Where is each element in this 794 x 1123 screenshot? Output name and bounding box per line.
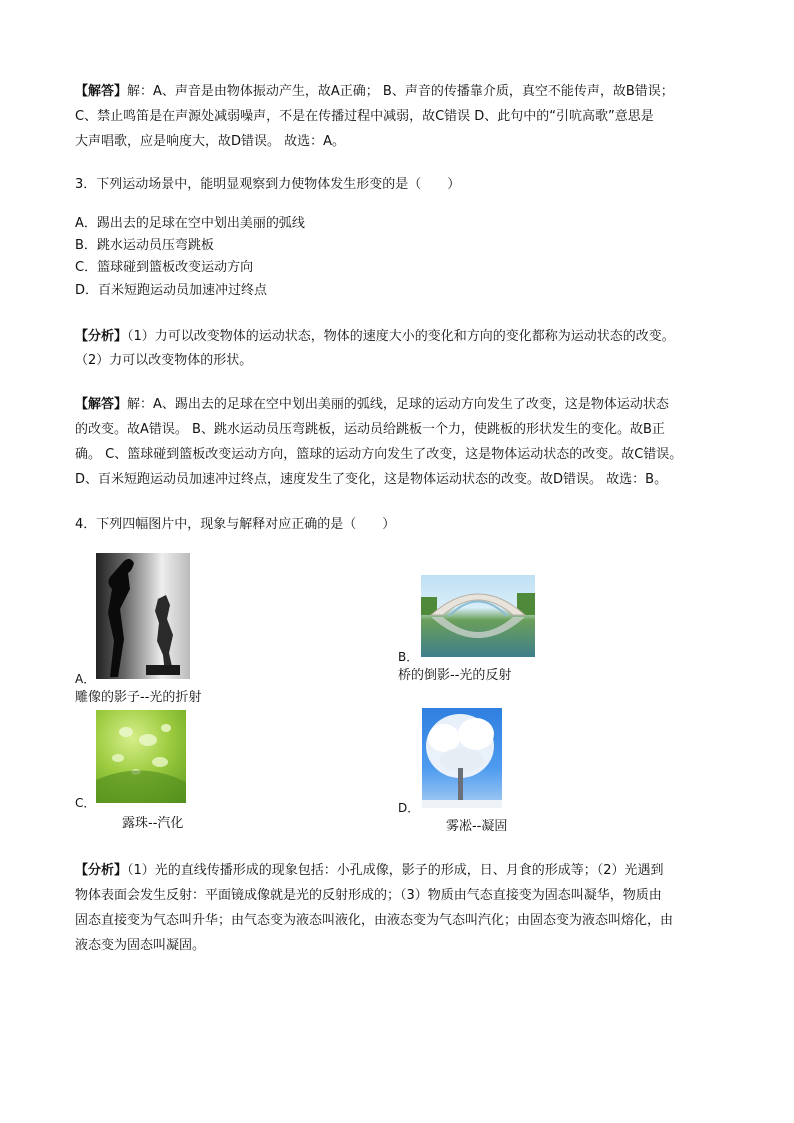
rime-tree-image	[422, 708, 502, 808]
q3-analysis-line1: 【分析】（1）力可以改变物体的运动状态，物体的速度大小的变化和方向的变化都称为运动状态的改变。	[75, 329, 675, 344]
q4-analysis-line4: 液态变为固态叫凝固。	[75, 938, 206, 953]
dew-drops-image	[96, 710, 186, 803]
q4-option-b-letter: B．	[398, 650, 419, 664]
q3-option-b: B．跳水运动员压弯跳板	[75, 238, 214, 253]
q3-answer-line4: D、百米短跑运动员加速冲过终点，速度发生了变化，这是物体运动状态的改变。故D错误。 故选：B。	[75, 472, 668, 487]
question-3-stem: 3．下列运动场景中，能明显观察到力使物体发生形变的是（ ）	[75, 177, 461, 192]
q3-analysis-line2: （2）力可以改变物体的形状。	[75, 353, 253, 368]
q4-option-a-caption: 雕像的影子--光的折射	[75, 690, 202, 705]
q4-option-c-letter: C．	[75, 796, 96, 810]
answer-q2-line1: 【解答】解：A、声音是由物体振动产生，故A正确； B、声音的传播靠介质，真空不能传声，故B错误；	[75, 84, 674, 99]
analysis-tag: 【分析】	[75, 329, 128, 344]
bridge-reflection-image	[421, 575, 535, 657]
q4-analysis-line3: 固态直接变为气态叫升华；由气态变为液态叫液化，由液态变为气态叫汽化；由固态变为液态叫熔化，由	[75, 913, 674, 928]
q4-option-d-caption: 雾凇--凝固	[446, 819, 508, 834]
answer-q2-line3: 大声唱歌，应是响度大，故D错误。 故选：A。	[75, 134, 346, 149]
answer-q2-line2: C、禁止鸣笛是在声源处减弱噪声，不是在传播过程中减弱，故C错误 D、此句中的“引吭高歌”意思是	[75, 109, 654, 124]
statue-shadow-image	[96, 553, 190, 679]
analysis-tag: 【分析】	[75, 863, 128, 878]
q3-answer-line2: 的改变。故A错误。 B、跳水运动员压弯跳板，运动员给跳板一个力，使跳板的形状发生的变化。故B正	[75, 422, 665, 437]
q4-option-d-letter: D．	[398, 801, 420, 815]
answer-tag: 【解答】	[75, 84, 128, 99]
q3-answer-line3: 确。 C、篮球碰到篮板改变运动方向，篮球的运动方向发生了改变，这是物体运动状态的改变。故C错误。	[75, 447, 683, 462]
q3-option-a: A．踢出去的足球在空中划出美丽的弧线	[75, 216, 305, 231]
q4-analysis-line1: 【分析】（1）光的直线传播形成的现象包括：小孔成像，影子的形成，日、月食的形成等；（2）光遇到	[75, 863, 664, 878]
answer-tag: 【解答】	[75, 397, 128, 412]
q4-option-c-caption: 露珠--汽化	[122, 816, 184, 831]
q3-option-d: D．百米短跑运动员加速冲过终点	[75, 283, 268, 298]
q3-answer-line1: 【解答】解：A、踢出去的足球在空中划出美丽的弧线，足球的运动方向发生了改变，这是物体运动状态	[75, 397, 669, 412]
q4-option-b-caption: 桥的倒影--光的反射	[398, 668, 512, 683]
question-4-stem: 4．下列四幅图片中，现象与解释对应正确的是（ ）	[75, 517, 396, 532]
q4-option-a-letter: A．	[75, 672, 96, 686]
q3-option-c: C．篮球碰到篮板改变运动方向	[75, 260, 254, 275]
q4-analysis-line2: 物体表面会发生反射：平面镜成像就是光的反射形成的；（3）物质由气态直接变为固态叫凝华，物质由	[75, 888, 662, 903]
